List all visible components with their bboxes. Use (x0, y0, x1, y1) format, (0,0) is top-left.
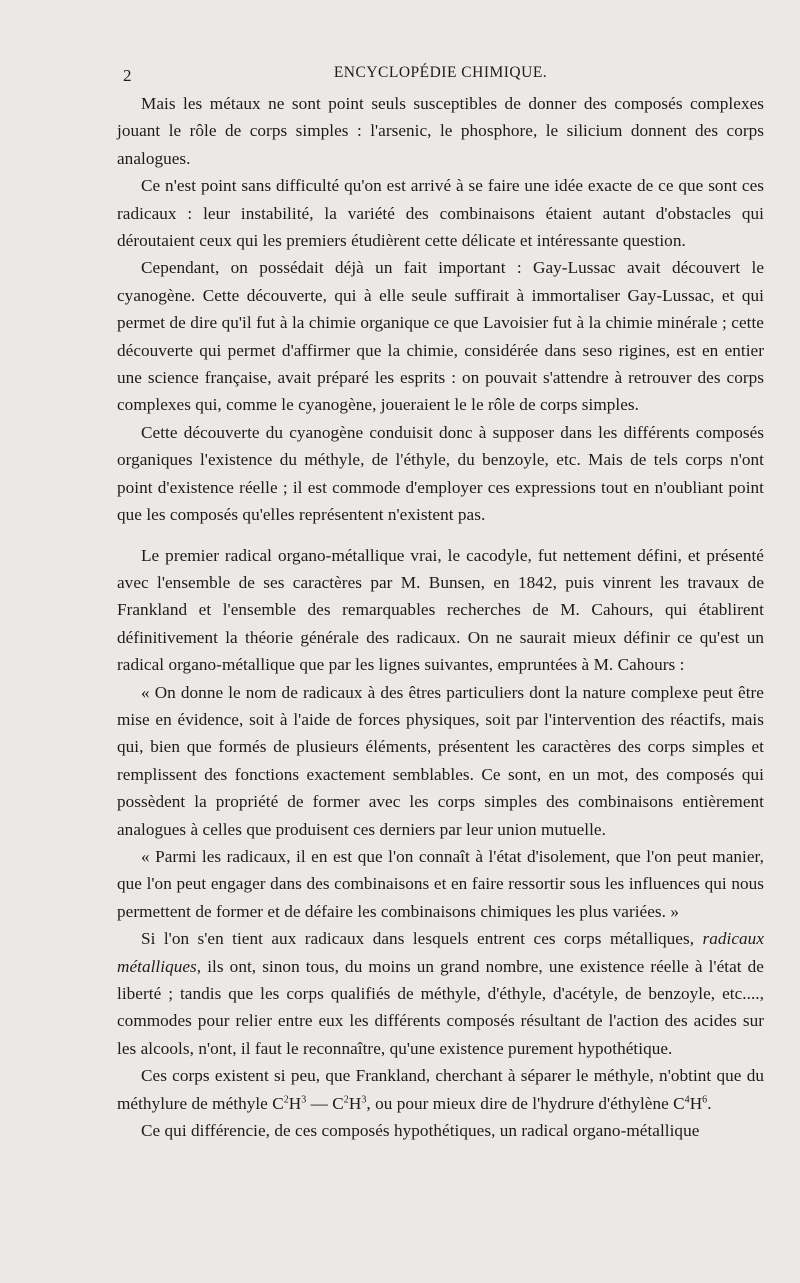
paragraph: Le premier radical organo-métallique vrai, le cacodyle, fut nettement défini, et présenté avec l'ensemble de ses caractères par M. Bunsen, en 1842, puis vinrent les travaux de Frankland et l'ensemble des remarquables recherches de M. Cahours, qui établirent définitivement la théorie générale des radicaux. On ne saurait mieux définir ce qu'est un radical organo-métallique que par les lignes suivantes, empruntées à M. Cahours : (117, 545, 764, 675)
paragraph: Ce n'est point sans difficulté qu'on est arrivé à se faire une idée exacte de ce que sont ces radicaux : leur instabilité, la variété des combinaisons étaient autant d'obstacles qui déroutaient ceux qui les premiers étudièrent cette délicate et intéressante question. (117, 176, 764, 251)
running-title: ENCYCLOPÉDIE CHIMIQUE. (333, 64, 548, 81)
text-run: Si l'on s'en tient aux radicaux dans lesquels entrent ces corps métalliques, (141, 929, 703, 949)
text-run: H (689, 1093, 703, 1113)
formula-subscript: 2 (283, 1093, 289, 1105)
quote-paragraph: « On donne le nom de radicaux à des êtres particuliers dont la nature complexe peut être mise en évidence, soit à l'aide de forces physiques, soit par l'intervention des réactifs, mais qui, bien que formés de plusieurs éléments, présentent les caractères des corps simples et remplissent des fonctions exactement semblables. Ce sont, en un mot, des composés qui possèdent la propriété de former avec les corps simples des combinaisons entièrement analogues à celles que produisent ces derniers par leur union mutuelle. (117, 682, 764, 839)
text-run: Ces corps existent si peu, que Frankland, cherchant à séparer le méthyle, n'obtint que du méthylure de méthyle C (117, 1066, 764, 1113)
formula-subscript: 2 (343, 1093, 349, 1105)
text-run: . (707, 1093, 712, 1113)
paragraph: Mais les métaux ne sont point seuls susceptibles de donner des composés complexes jouant le rôle de corps simples : l'arsenic, le phosphore, le silicium donnent des corps analogues. (117, 94, 764, 168)
paragraph (117, 1062, 764, 1117)
paragraph: Ce qui différencie, de ces composés hypothétiques, un radical organo-métallique (141, 1121, 700, 1141)
paragraph: Cette découverte du cyanogène conduisit donc à supposer dans les différents composés organiques l'existence du méthyle, de l'éthyle, du benzoyle, etc. Mais de tels corps n'ont point d'existence réelle ; il est commode d'employer ces expressions tout en n'oubliant point que les composés qu'elles représentent n'existent pas. (117, 422, 764, 525)
formula-subscript: 3 (361, 1093, 367, 1105)
formula-subscript: 4 (684, 1093, 690, 1105)
paragraph (117, 925, 764, 1062)
body-text (117, 90, 764, 1144)
formula-subscript: 3 (301, 1093, 307, 1105)
formula-subscript: 6 (702, 1093, 708, 1105)
page-header (117, 60, 764, 88)
page-number: 2 (123, 66, 132, 85)
paragraph: Cependant, on possédait déjà un fait important : Gay-Lussac avait découvert le cyanogène. Cette découverte, qui à elle seule suffirait à immortaliser Gay-Lussac, et qui permet de dire qu'il fut à la chimie organique ce que Lavoisier fut à la chimie minérale ; cette découverte qui permet d'affirmer que la chimie, considérée dans seso rigines, est en entier une science française, avait préparé les esprits : on pouvait s'attendre à retrouver des corps complexes qui, comme le cyanogène, joueraient le le rôle de corps simples. (117, 258, 764, 415)
text-run: H (348, 1093, 362, 1113)
text-run: H (288, 1093, 302, 1113)
quote-paragraph: « Parmi les radicaux, il en est que l'on connaît à l'état d'isolement, que l'on peut manier, que l'on peut engager dans des combinaisons et en faire ressortir sous les influences qui nous permettent de former et de défaire les combinaisons chimiques les plus variées. » (117, 846, 764, 921)
text-run: — C (306, 1093, 344, 1113)
text-run: , ils ont, sinon tous, du moins un grand nombre, une existence réelle à l'état de liberté ; tandis que les corps qualifiés de méthyle, d'éthyle, d'acétyle, de benzoyle, etc...., commodes pour relier entre eux les différents composés résultant de l'action des acides sur les alcools, n'ont, il faut le reconnaître, qu'une existence purement hypothétique. (117, 956, 764, 1058)
text-run: , ou pour mieux dire de l'hydrure d'éthylène C (366, 1093, 685, 1113)
italic-term: radicaux métalliques (117, 929, 764, 976)
